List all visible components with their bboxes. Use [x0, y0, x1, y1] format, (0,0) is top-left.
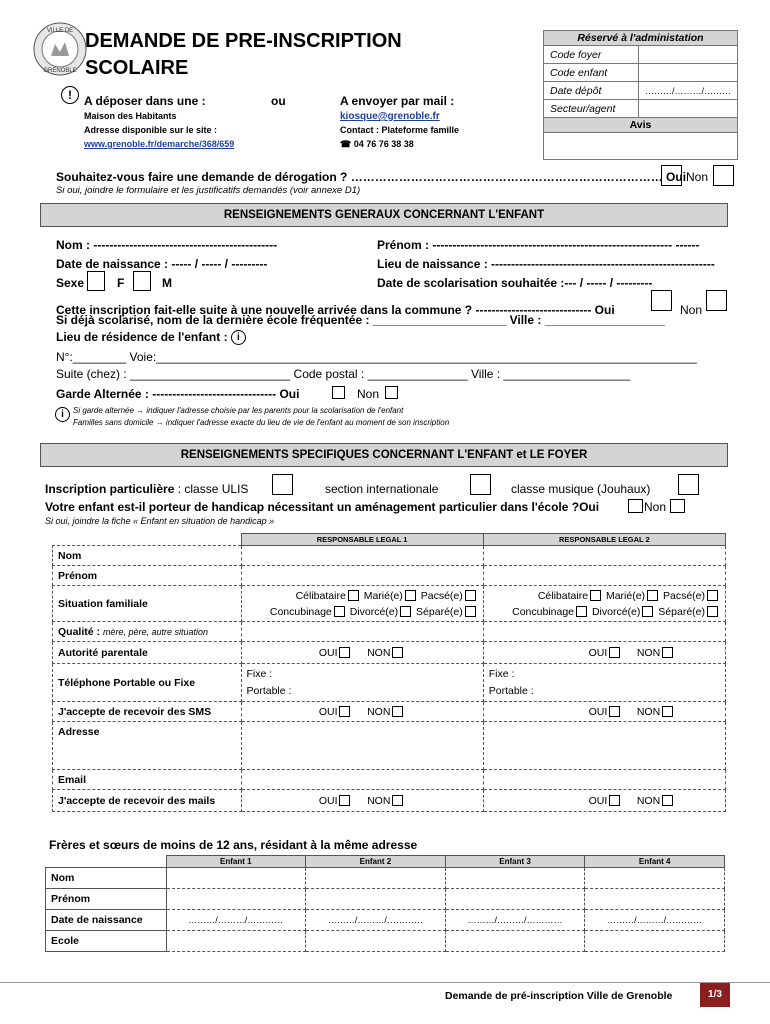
checkbox[interactable]	[609, 647, 620, 658]
derogation-non-label: Non	[686, 170, 709, 184]
opt-pacse: Pacsé(e)	[420, 589, 463, 602]
opt-concubinage: Concubinage	[512, 605, 575, 618]
ulis-checkbox[interactable]	[272, 474, 293, 495]
non-label: NON	[367, 646, 391, 659]
musique-checkbox[interactable]	[678, 474, 699, 495]
sexe-f-label: F	[117, 276, 125, 290]
admin-avis-area	[544, 133, 738, 160]
garde-note-2: Familles sans domicile → indiquer l'adresse exacte du lieu de vie de l'enfant au moment de son inscription	[73, 418, 450, 427]
opt-separe: Séparé(e)	[416, 605, 463, 618]
oui-label: OUI	[588, 705, 608, 718]
checkbox[interactable]	[662, 706, 673, 717]
non-label: NON	[636, 705, 661, 718]
sibling-date-3[interactable]: ………/………/…………	[445, 910, 585, 931]
handicap-non-label: Non	[644, 500, 667, 514]
child-date-naissance[interactable]: Date de naissance : ----- / ----- / ---------	[56, 257, 268, 271]
resp1-telephone[interactable]	[241, 664, 483, 702]
checkbox[interactable]	[392, 647, 403, 658]
sibling-cell[interactable]	[445, 931, 585, 952]
portable-label: Portable :	[488, 684, 534, 697]
nouvelle-arrivee-question: Cette inscription fait-elle suite à une nouvelle arrivée dans la commune ? ----------------------------- Oui	[56, 303, 615, 317]
derogation-non-checkbox[interactable]	[713, 165, 734, 186]
page-title-line2: SCOLAIRE	[85, 57, 189, 79]
row-sms: J'accepte de recevoir des SMS	[53, 702, 242, 722]
checkbox[interactable]	[662, 795, 673, 806]
checkbox[interactable]	[339, 795, 350, 806]
sibling-row-nom: Nom	[46, 868, 167, 889]
oui-label: OUI	[318, 705, 338, 718]
phone-icon: ☎	[340, 139, 352, 149]
checkbox[interactable]	[465, 606, 476, 617]
contact-label: Contact : Plateforme famille	[340, 125, 460, 135]
sibling-col-1: Enfant 1	[166, 856, 306, 868]
deja-scolarise[interactable]: Si déjà scolarisé, nom de la dernière école fréquentée : ____________________ Ville : __________________	[56, 313, 665, 327]
admin-box	[543, 30, 738, 160]
checkbox[interactable]	[348, 590, 359, 601]
resp1-sms	[241, 702, 483, 722]
sexe-checkbox-2[interactable]	[133, 271, 151, 291]
row-situation: Situation familiale	[53, 586, 242, 622]
resp2-autorite	[483, 642, 725, 664]
checkbox[interactable]	[334, 606, 345, 617]
sibling-cell[interactable]	[585, 931, 725, 952]
sibling-cell[interactable]	[166, 889, 306, 910]
garde-non-checkbox[interactable]	[385, 386, 398, 399]
checkbox[interactable]	[465, 590, 476, 601]
lieu-residence-text: Lieu de résidence de l'enfant :	[56, 330, 228, 344]
sexe-label: Sexe	[56, 276, 85, 290]
fixe-label: Fixe :	[488, 667, 515, 680]
admin-date-value: ………/………/………	[638, 82, 737, 100]
opt-marie: Marié(e)	[605, 589, 646, 602]
resp2-prenom[interactable]	[483, 566, 725, 586]
sibling-cell[interactable]	[445, 868, 585, 889]
section-general-title: RENSEIGNEMENTS GENERAUX CONCERNANT L'ENFANT	[40, 203, 728, 227]
sibling-row-prenom: Prénom	[46, 889, 167, 910]
siblings-title: Frères et sœurs de moins de 12 ans, résidant à la même adresse	[49, 838, 418, 852]
child-nom[interactable]: Nom : ----------------------------------------------	[56, 238, 278, 252]
deposit-address-label: Adresse disponible sur le site :	[84, 125, 218, 135]
sibling-row-ecole: Ecole	[46, 931, 167, 952]
resp1-prenom[interactable]	[241, 566, 483, 586]
ulis-label: : classe ULIS	[177, 482, 249, 496]
checkbox[interactable]	[405, 590, 416, 601]
checkbox[interactable]	[642, 606, 653, 617]
lieu-residence-label	[56, 330, 246, 345]
sibling-date-4[interactable]: ………/………/…………	[585, 910, 725, 931]
resp2-qualite[interactable]	[483, 622, 725, 642]
inscription-label: Inscription particulière	[45, 482, 175, 496]
checkbox[interactable]	[662, 647, 673, 658]
inscription-particuliere	[45, 482, 248, 496]
opt-separe: Séparé(e)	[658, 605, 705, 618]
sibling-date-1[interactable]: ………/………/…………	[166, 910, 306, 931]
checkbox[interactable]	[707, 606, 718, 617]
checkbox[interactable]	[392, 795, 403, 806]
sibling-row-date: Date de naissance	[46, 910, 167, 931]
resp1-adresse[interactable]	[241, 722, 483, 770]
opt-pacse: Pacsé(e)	[662, 589, 705, 602]
sibling-cell[interactable]	[166, 931, 306, 952]
resp2-situation	[483, 586, 725, 622]
admin-date-depot: Date dépôt	[544, 82, 639, 100]
alert-icon: !	[61, 86, 79, 104]
checkbox[interactable]	[590, 590, 601, 601]
derogation-question: Souhaitez-vous faire une demande de dérogation ? …………………………………………………………………… Oui	[56, 170, 687, 184]
child-prenom[interactable]: Prénom : ------------------------------------------------------------ ------	[377, 238, 700, 252]
oui-label: OUI	[318, 646, 338, 659]
row-prenom: Prénom	[53, 566, 242, 586]
sibling-date-2[interactable]: ………/………/…………	[306, 910, 446, 931]
or-label: ou	[271, 94, 286, 108]
handicap-note: Si oui, joindre la fiche « Enfant en situation de handicap »	[45, 516, 275, 526]
date-scolarisation[interactable]: Date de scolarisation souhaitée :--- / ----- / ---------	[377, 276, 653, 290]
page-number: 1/3	[700, 983, 730, 1007]
resp1-autorite	[241, 642, 483, 664]
derogation-oui-checkbox[interactable]	[661, 165, 682, 186]
nouvelle-non-checkbox[interactable]	[706, 290, 727, 311]
portable-label: Portable :	[246, 684, 292, 697]
sibling-cell[interactable]	[166, 868, 306, 889]
page-title-line1: DEMANDE DE PRE-INSCRIPTION	[85, 30, 402, 52]
nouvelle-non-label: Non	[680, 303, 703, 317]
checkbox[interactable]	[400, 606, 411, 617]
row-autorite: Autorité parentale	[53, 642, 242, 664]
non-label: NON	[636, 646, 661, 659]
fixe-label: Fixe :	[246, 667, 273, 680]
garde-non-label: Non	[357, 387, 380, 401]
non-label: NON	[367, 794, 391, 807]
row-telephone: Téléphone Portable ou Fixe	[53, 664, 242, 702]
checkbox[interactable]	[707, 590, 718, 601]
handicap-non-checkbox[interactable]	[670, 499, 685, 513]
footer-rule	[0, 982, 770, 983]
checkbox[interactable]	[576, 606, 587, 617]
sibling-cell[interactable]	[445, 889, 585, 910]
resp1-nom[interactable]	[241, 546, 483, 566]
row-adresse: Adresse	[53, 722, 242, 770]
checkbox[interactable]	[339, 706, 350, 717]
resp1-header: RESPONSABLE LEGAL 1	[241, 534, 483, 546]
qualite-label: Qualité :	[58, 625, 101, 638]
row-email: Email	[53, 770, 242, 790]
opt-celibataire: Célibataire	[537, 589, 589, 602]
sibling-col-3: Enfant 3	[445, 856, 585, 868]
internationale-checkbox[interactable]	[470, 474, 491, 495]
info-icon: i	[231, 330, 246, 345]
sibling-cell[interactable]	[306, 868, 446, 889]
responsables-table	[52, 533, 726, 812]
svg-text:GRENOBLE: GRENOBLE	[43, 68, 77, 74]
address-suite-cp-ville[interactable]: Suite (chez) : ________________________ Code postal : _______________ Ville : ___________________	[56, 367, 631, 381]
garde-note-1: Si garde alternée → indiquer l'adresse choisie par les parents pour la scolarisation de l'enfant	[73, 406, 404, 415]
opt-marie: Marié(e)	[363, 589, 403, 602]
handicap-oui-checkbox[interactable]	[628, 499, 643, 513]
mail-link[interactable]: kiosque@grenoble.fr	[340, 111, 440, 122]
deposit-label: A déposer dans une :	[84, 94, 206, 108]
child-lieu-naissance[interactable]: Lieu de naissance : --------------------------------------------------------	[377, 257, 715, 271]
garde-oui-checkbox[interactable]	[332, 386, 345, 399]
admin-code-foyer: Code foyer	[544, 46, 639, 64]
resp1-situation	[241, 586, 483, 622]
qualite-note: mère, père, autre situation	[102, 626, 208, 637]
musique-label: classe musique (Jouhaux)	[511, 482, 651, 496]
derogation-note: Si oui, joindre le formulaire et les justificatifs demandés (voir annexe D1)	[56, 185, 361, 196]
oui-label: OUI	[318, 794, 338, 807]
oui-label: OUI	[588, 794, 608, 807]
resp2-sms	[483, 702, 725, 722]
admin-avis: Avis	[544, 118, 738, 133]
checkbox[interactable]	[647, 590, 658, 601]
non-label: NON	[636, 794, 661, 807]
row-nom: Nom	[53, 546, 242, 566]
opt-divorce: Divorcé(e)	[349, 605, 399, 618]
resp1-qualite[interactable]	[241, 622, 483, 642]
resp2-nom[interactable]	[483, 546, 725, 566]
sexe-m-label: M	[162, 276, 172, 290]
svg-text:VILLE DE: VILLE DE	[46, 28, 74, 34]
row-mails: J'accepte de recevoir des mails	[53, 790, 242, 812]
resp1-email[interactable]	[241, 770, 483, 790]
opt-divorce: Divorcé(e)	[591, 605, 641, 618]
non-label: NON	[367, 705, 391, 718]
resp2-telephone[interactable]	[483, 664, 725, 702]
phone-number: 04 76 76 38 38	[353, 139, 414, 149]
sibling-col-2: Enfant 2	[306, 856, 446, 868]
city-seal-logo	[33, 22, 87, 76]
siblings-table	[45, 855, 725, 952]
admin-code-enfant: Code enfant	[544, 64, 639, 82]
handicap-question: Votre enfant est-il porteur de handicap nécessitant un aménagement particulier dans l'école ?Oui	[45, 500, 600, 514]
internationale-label: section internationale	[325, 482, 439, 496]
admin-secteur: Secteur/agent	[544, 100, 639, 118]
sexe-checkbox-1[interactable]	[87, 271, 105, 291]
sibling-cell[interactable]	[306, 931, 446, 952]
checkbox[interactable]	[609, 795, 620, 806]
admin-title: Réservé à l'administation	[544, 31, 738, 46]
sibling-col-4: Enfant 4	[585, 856, 725, 868]
resp1-mails	[241, 790, 483, 812]
deposit-place: Maison des Habitants	[84, 111, 177, 121]
opt-celibataire: Célibataire	[295, 589, 346, 602]
resp2-email[interactable]	[483, 770, 725, 790]
nouvelle-oui-checkbox[interactable]	[651, 290, 672, 311]
mail-label: A envoyer par mail :	[340, 94, 455, 108]
info-icon: i	[55, 407, 70, 422]
resp2-header: RESPONSABLE LEGAL 2	[483, 534, 725, 546]
oui-label: OUI	[588, 646, 608, 659]
resp2-adresse[interactable]	[483, 722, 725, 770]
sibling-cell[interactable]	[585, 868, 725, 889]
checkbox[interactable]	[609, 706, 620, 717]
row-qualite	[53, 622, 242, 642]
footer-label: Demande de pré-inscription Ville de Grenoble	[445, 990, 673, 1002]
checkbox[interactable]	[392, 706, 403, 717]
sibling-cell[interactable]	[306, 889, 446, 910]
phone-line	[340, 139, 414, 150]
garde-alternee-question: Garde Alternée : ------------------------------- Oui	[56, 387, 300, 401]
section-specific-title: RENSEIGNEMENTS SPECIFIQUES CONCERNANT L'ENFANT et LE FOYER	[40, 443, 728, 467]
opt-concubinage: Concubinage	[269, 605, 332, 618]
sibling-cell[interactable]	[585, 889, 725, 910]
address-no-voie[interactable]: N°:________ Voie:_________________________________________________________________________________	[56, 350, 697, 364]
deposit-link[interactable]: www.grenoble.fr/demarche/368/659	[84, 139, 235, 149]
checkbox[interactable]	[339, 647, 350, 658]
resp2-mails	[483, 790, 725, 812]
